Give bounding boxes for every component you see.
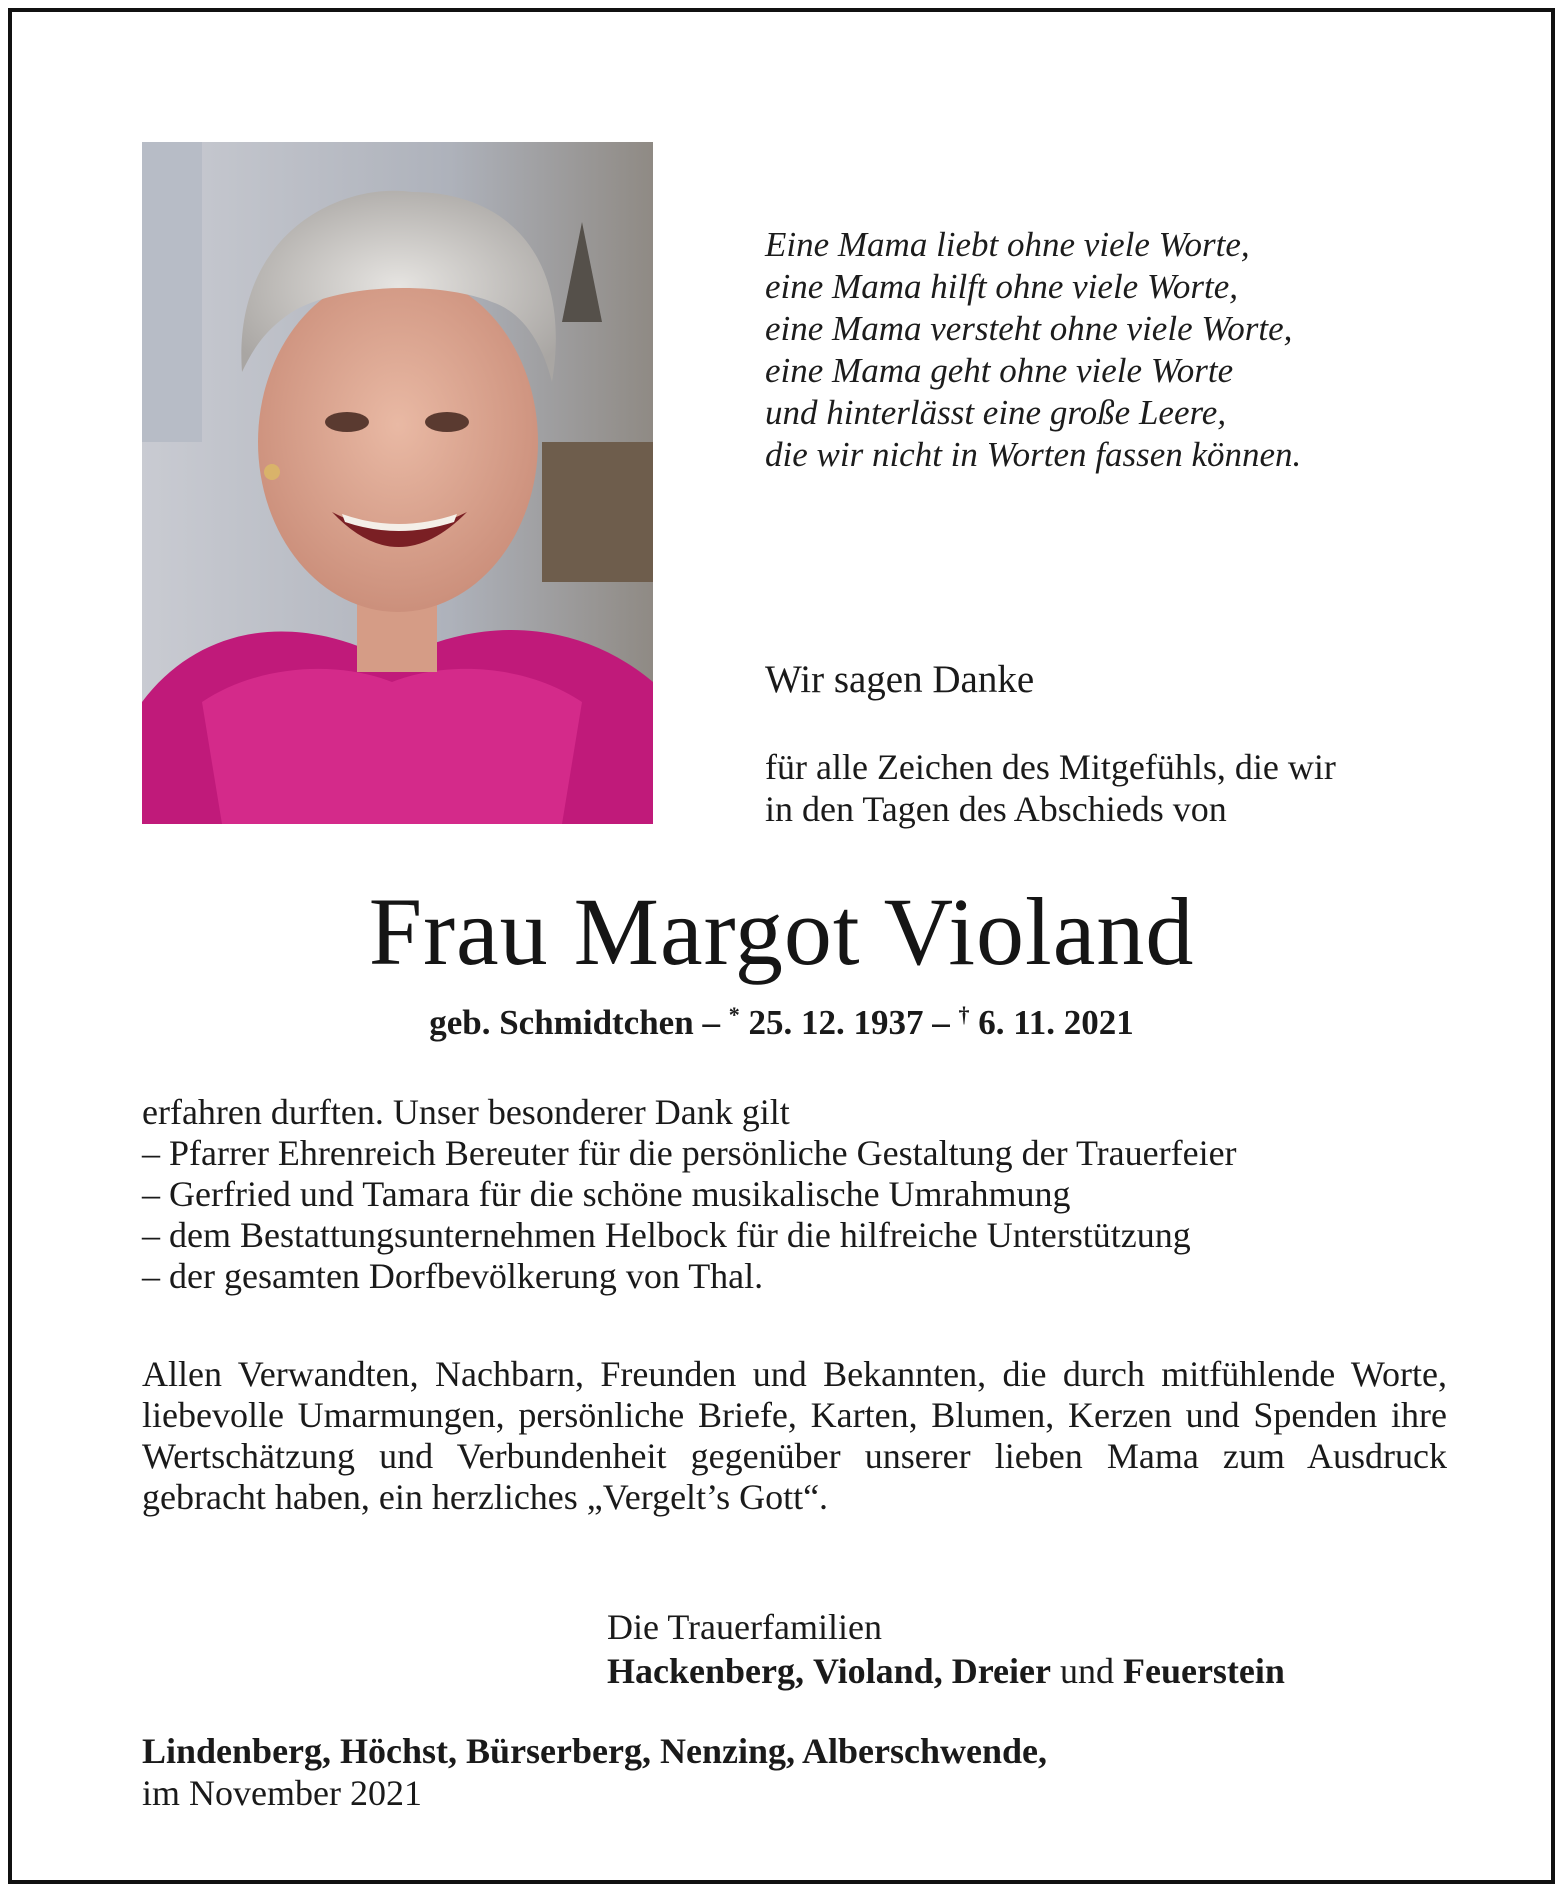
poem-line: eine Mama hilft ohne viele Worte, [765,267,1239,306]
signoff-families [607,1649,1285,1693]
places-list: Lindenberg, Höchst, Bürserberg, Nenzing, Alberschwende, [142,1731,1047,1771]
list-item: – dem Bestattungsunternehmen Helbock für die hilfreiche Unterstützung [142,1215,1447,1256]
thanks-list-block [142,1092,1447,1297]
birth-star-icon: * [728,1002,740,1027]
obituary-frame [8,8,1555,1884]
deceased-name: Frau Margot Violand [368,878,1195,985]
thanks-intro-line: in den Tagen des Abschieds von [765,789,1227,829]
conjunction: und [1059,1651,1114,1691]
thanks-intro-line: für alle Zeichen des Mitgefühls, die wir [765,747,1336,787]
family-name: Feuerstein [1122,1651,1285,1691]
poem-line: Eine Mama liebt ohne viele Worte, [765,225,1250,264]
birth-name: geb. Schmidtchen [429,1003,694,1042]
portrait-illustration [142,142,653,824]
life-dates [12,1002,1551,1043]
family-name: Hackenberg, [607,1651,804,1691]
poem-line: eine Mama versteht ohne viele Worte, [765,309,1293,348]
gratitude-paragraph: Allen Verwandten, Nachbarn, Freunden und Bekannten, die durch mitfühlende Worte, liebevolle Umarmungen, persönliche Briefe, Karten, Blumen, Kerzen und Spenden ihre Wertschätzung und Verbundenheit gegenüber unserer lieben Mama zum Ausdruck gebracht haben, ein herzliches „Vergelt’s Gott“. [142,1354,1447,1517]
list-item: – Pfarrer Ehrenreich Bereuter für die persönliche Gestaltung der Trauerfeier [142,1133,1447,1174]
death-cross-icon: † [958,1002,970,1027]
poem [765,224,1485,476]
places-date: im November 2021 [142,1773,422,1813]
places-block [142,1730,1047,1814]
signoff-intro: Die Trauerfamilien [607,1607,882,1647]
separator: – [702,1003,729,1042]
poem-line: die wir nicht in Worten fassen können. [765,435,1302,474]
portrait-photo [142,142,653,824]
thanks-lead: erfahren durften. Unser besonderer Dank gilt [142,1092,790,1132]
family-name: Violand, [812,1651,943,1691]
thanks-intro [765,746,1505,830]
list-item: – Gerfried und Tamara für die schöne musikalische Umrahmung [142,1174,1447,1215]
thanks-heading: Wir sagen Danke [765,658,1035,701]
list-item: – der gesamten Dorfbevölkerung von Thal. [142,1256,1447,1297]
separator: – [932,1003,959,1042]
signoff [607,1605,1285,1693]
family-name: Dreier [951,1651,1051,1691]
poem-line: und hinterlässt eine große Leere, [765,393,1227,432]
birth-date: 25. 12. 1937 [748,1003,924,1042]
death-date: 6. 11. 2021 [978,1003,1134,1042]
poem-line: eine Mama geht ohne viele Worte [765,351,1234,390]
